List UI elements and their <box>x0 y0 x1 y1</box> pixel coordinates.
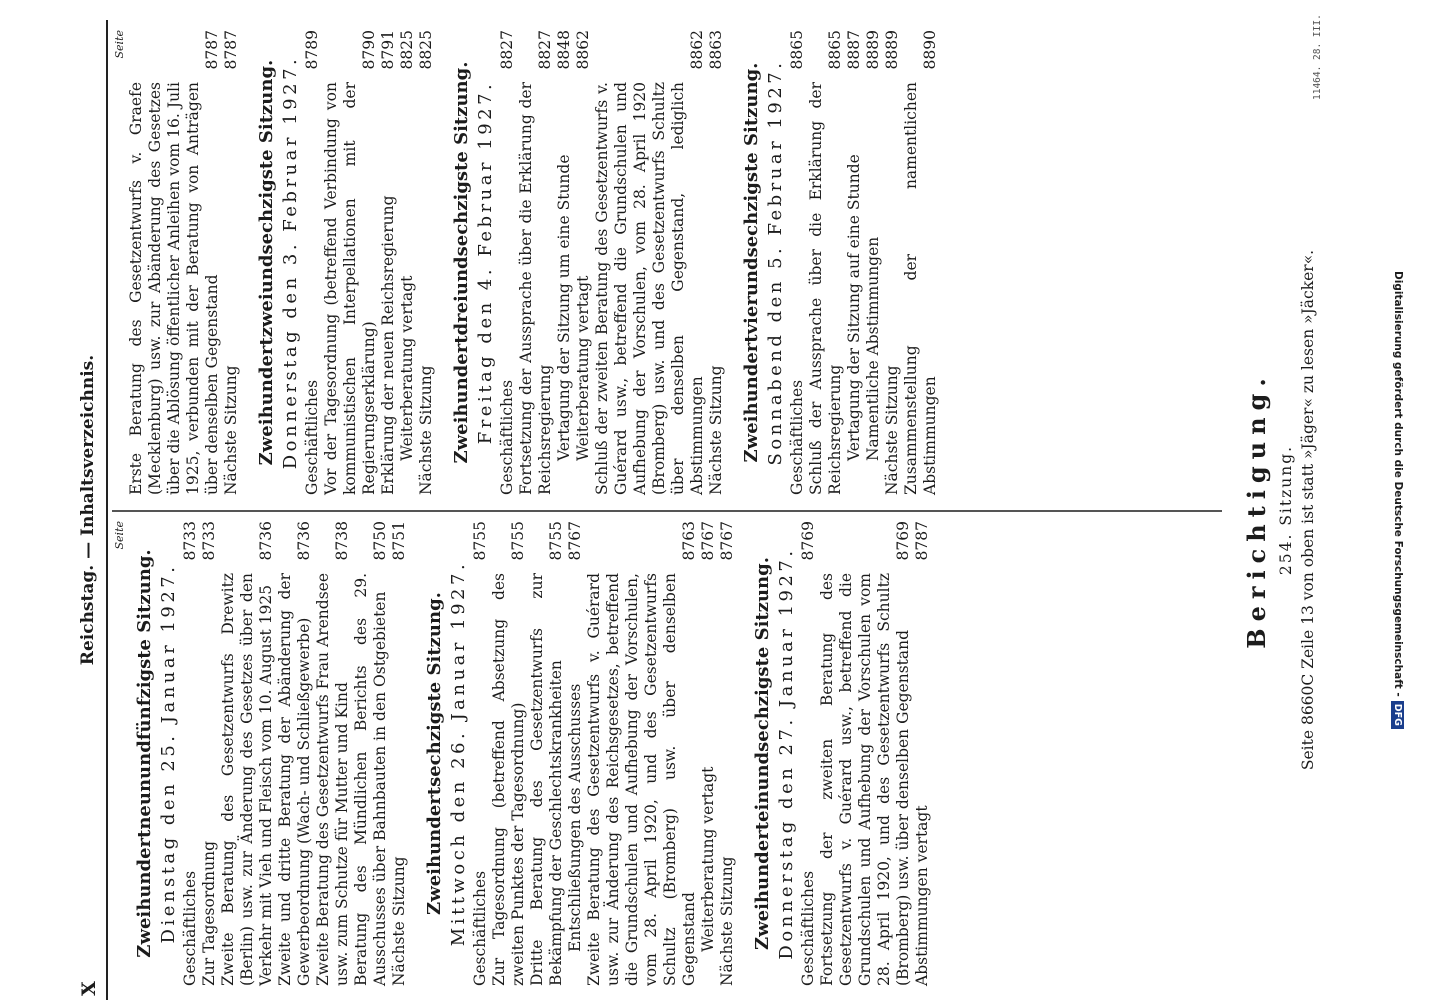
entry-text: Abstimmungen vertagt <box>913 805 931 986</box>
entry-page: 8865 <box>826 30 844 70</box>
entry-text: Nächste Sitzung <box>222 365 240 495</box>
toc-entry <box>566 521 585 986</box>
toc-entry <box>222 30 241 495</box>
entry-page: 8787 <box>222 30 240 70</box>
entry-text: Geschäftliches <box>181 870 199 986</box>
session-block <box>450 30 726 495</box>
entry-page: 8848 <box>555 30 573 70</box>
session-block <box>740 30 940 495</box>
entry-page: 8755 <box>471 521 489 561</box>
seite-label: Seite <box>113 521 126 550</box>
entry-page: 8865 <box>788 30 806 70</box>
toc-entry <box>471 521 490 986</box>
entry-page: 8767 <box>566 521 584 561</box>
entry-page: 8738 <box>333 521 351 561</box>
entry-page: 8825 <box>398 30 416 70</box>
entry-text: Fortsetzung der zweiten Beratung des Gesetzentwurfs v. Guérard usw., betreffend die Grundschulen und Aufhebung der Vorschulen vom 28. April 1920, und des Gesetzentwurfs Schultz (Bromberg) usw. über denselben Gegenstand <box>818 573 912 986</box>
session-date: Freitag den 4. Februar 1927. <box>475 80 496 445</box>
entry-page: 8750 <box>371 521 389 561</box>
entry-page: 8787 <box>913 521 931 561</box>
entry-text: Fortsetzung der Aussprache über die Erklärung der Reichsregierung <box>517 82 554 495</box>
toc-entry <box>314 521 352 986</box>
session-date: Mittwoch den 26. Januar 1927. <box>448 560 469 947</box>
entry-page: 8863 <box>707 30 725 70</box>
entry-text: Zweite und dritte Beratung der Abänderung der Gewerbeordnung (Wach- und Schließgewerbe) <box>276 573 313 986</box>
entry-page: 8769 <box>799 521 817 561</box>
entry-page: 8825 <box>417 30 435 70</box>
toc-entry <box>913 521 932 986</box>
entry-text: Entschließungen des Ausschusses <box>566 683 584 952</box>
toc-entry <box>390 521 409 986</box>
toc-entry <box>845 30 864 495</box>
entry-page: 8767 <box>718 521 736 561</box>
toc-entry <box>127 30 222 495</box>
entry-text: Weiterberatung vertagt <box>699 766 717 952</box>
session-title: Zweihundertdreiundsechzigste Sitzung. <box>451 61 472 464</box>
toc-entry <box>555 30 574 495</box>
entry-text: Zweite Beratung des Gesetzentwurfs Frau Arendsee usw. zum Schutze für Mutter und Kind <box>314 573 351 986</box>
toc-entry <box>807 30 845 495</box>
toc-entry <box>490 521 528 986</box>
entry-text: Vertagung der Sitzung auf eine Stunde <box>845 154 863 461</box>
column-divider <box>112 511 1222 513</box>
entry-text: Zweite Beratung des Gesetzentwurfs v. Guérard usw. zur Änderung des Reichsgesetzes, betreffend die Grundschulen und Aufhebung der Vorschulen, vom 28. April 1920, und des Gesetzentwurfs Schultz (Bromberg) usw. über denselben Gegenstand <box>585 573 698 986</box>
toc-entry <box>788 30 807 495</box>
entry-page: 8790 <box>360 30 378 70</box>
entry-text: Weiterberatung vertagt <box>398 275 416 461</box>
entry-page: 8769 <box>894 521 912 561</box>
entry-page: 8890 <box>921 30 939 70</box>
session-block <box>127 30 241 495</box>
entry-text: Geschäftliches <box>471 870 489 986</box>
entry-page: 8827 <box>536 30 554 70</box>
session-block <box>751 521 932 986</box>
erratum-session: 254. Sitzung. <box>1277 444 1295 576</box>
toc-entry <box>517 30 555 495</box>
document-page <box>60 0 1390 1000</box>
entry-page: 8736 <box>257 521 275 561</box>
toc-entry <box>322 30 379 495</box>
entry-page: 8736 <box>295 521 313 561</box>
running-header <box>78 20 104 1000</box>
session-block <box>255 30 436 495</box>
entry-page: 8763 <box>680 521 698 561</box>
entry-text: Erklärung der neuen Reichsregierung <box>379 195 397 495</box>
entry-text: Beratung des Mündlichen Berichts des 29. Ausschusses über Bahnbauten in den Ostgebieten <box>352 573 389 986</box>
entry-page: 8755 <box>547 521 565 561</box>
entry-page: 8767 <box>699 521 717 561</box>
right-column <box>112 30 954 495</box>
entry-page: 8862 <box>574 30 592 70</box>
toc-entry <box>574 30 593 495</box>
entry-text: Vor der Tagesordnung (betreffend Verbindung von kommunistischen Interpellationen mit der Regierungserklärung) <box>322 82 378 495</box>
toc-entry <box>799 521 818 986</box>
entry-page: 8889 <box>864 30 882 70</box>
entry-text: Zweite Beratung des Gesetzentwurfs Drewitz (Berlin) usw. zur Änderung des Gesetzes über den Verkehr mit Vieh und Fleisch vom 10. August 1925 <box>219 573 275 986</box>
entry-page: 8755 <box>509 521 527 561</box>
toc-entry <box>718 521 737 986</box>
toc-entry <box>585 521 699 986</box>
digitization-note-text: Digitalisierung gefördert durch die Deutsche Forschungsgemeinschaft - <box>1392 271 1404 697</box>
entry-text: Geschäftliches <box>303 379 321 495</box>
toc-entry <box>818 521 913 986</box>
session-title: Zweihunderteinundsechzigste Sitzung. <box>752 557 773 951</box>
session-title: Zweihundertzweiundsechzigste Sitzung. <box>256 59 277 466</box>
entry-text: Nächste Sitzung <box>707 365 725 495</box>
erratum-section <box>1240 20 1319 1000</box>
entry-text: Weiterberatung vertagt <box>574 275 592 461</box>
entry-page: 8751 <box>390 521 408 561</box>
entry-page: 8887 <box>845 30 863 70</box>
toc-entry <box>528 521 566 986</box>
session-block <box>133 521 409 986</box>
header-title: Reichstag. — Inhaltsverzeichnis. <box>78 354 98 666</box>
toc-entry <box>379 30 398 495</box>
session-date: Donnerstag den 27. Januar 1927. <box>776 547 797 960</box>
toc-entry <box>200 521 219 986</box>
entry-text: Schluß der zweiten Beratung des Gesetzentwurfs v. Guérard usw., betreffend die Grundschulen und Aufhebung der Vorschulen, vom 28. April 1920 (Bromberg) usw. und des Gesetzentwurfs Schultz über denselben Gegenstand, lediglich Abstimmungen <box>593 82 706 495</box>
session-title: Zweihundertneunundfünfzigste Sitzung. <box>134 549 155 958</box>
toc-entry <box>276 521 314 986</box>
left-column <box>112 521 946 986</box>
toc-entry <box>417 30 436 495</box>
entry-page: 8827 <box>498 30 516 70</box>
toc-entry <box>883 30 902 495</box>
entry-text: Namentliche Abstimmungen <box>864 236 882 461</box>
erratum-heading: Berichtigung. <box>1242 371 1271 649</box>
entry-text: Nächste Sitzung <box>883 365 901 495</box>
toc-entry <box>303 30 322 495</box>
session-date: Dienstag den 25. Januar 1927. <box>158 563 179 944</box>
session-title: Zweihundertvierundsechzigste Sitzung. <box>741 62 762 463</box>
entry-text: Dritte Beratung des Gesetzentwurfs zur Bekämpfung der Geschlechtskrankheiten <box>528 573 565 986</box>
page-number-roman: X <box>78 981 100 996</box>
entry-text: Geschäftliches <box>498 379 516 495</box>
print-mark: 11464. 28. III. <box>1312 14 1323 100</box>
toc-entry <box>707 30 726 495</box>
entry-page: 8791 <box>379 30 397 70</box>
dfg-logo: DFG <box>1391 701 1404 729</box>
entry-page: 8862 <box>688 30 706 70</box>
toc-entry <box>593 30 707 495</box>
entry-text: Erste Beratung des Gesetzentwurfs v. Graefe (Mecklenburg) usw. zur Abänderung des Gesetzes über die Ablösung öffentlicher Anleihen vom 16. Juli 1925, verbunden mit der Beratung von Anträgen über denselben Gegenstand <box>127 82 221 495</box>
toc-entry <box>352 521 390 986</box>
toc-entry <box>498 30 517 495</box>
entry-page: 8789 <box>303 30 321 70</box>
toc-entry <box>864 30 883 495</box>
entry-text: Nächste Sitzung <box>718 856 736 986</box>
entry-text: Zur Tagesordnung <box>200 840 218 986</box>
entry-page: 8733 <box>181 521 199 561</box>
header-rule <box>106 20 108 1000</box>
entry-text: Nächste Sitzung <box>390 856 408 986</box>
entry-page: 8733 <box>200 521 218 561</box>
toc-entry <box>219 521 276 986</box>
entry-text: Geschäftliches <box>799 870 817 986</box>
entry-text: Schluß der Aussprache über die Erklärung der Reichsregierung <box>807 82 844 495</box>
entry-page: 8787 <box>203 30 221 70</box>
session-block <box>423 521 737 986</box>
entry-text: Zur Tagesordnung (betreffend Absetzung des zweiten Punktes der Tagesordnung) <box>490 573 527 986</box>
entry-text: Geschäftliches <box>788 379 806 495</box>
entry-text: Vertagung der Sitzung um eine Stunde <box>555 154 573 461</box>
entry-text: Zusammenstellung der namentlichen Abstimmungen <box>902 82 939 495</box>
session-date: Donnerstag den 3. Februar 1927. <box>280 55 301 470</box>
session-date: Sonnabend den 5. Februar 1927. <box>765 59 786 466</box>
entry-text: Nächste Sitzung <box>417 365 435 495</box>
entry-page: 8889 <box>883 30 901 70</box>
session-title: Zweihundertsechzigste Sitzung. <box>424 592 445 915</box>
toc-entry <box>699 521 718 986</box>
erratum-text: Seite 8660C Zeile 13 von oben ist statt »Jäger« zu lesen »Jäcker«. <box>1299 249 1317 771</box>
toc-entry <box>398 30 417 495</box>
seite-label: Seite <box>113 30 126 59</box>
toc-entry <box>181 521 200 986</box>
toc-entry <box>902 30 940 495</box>
